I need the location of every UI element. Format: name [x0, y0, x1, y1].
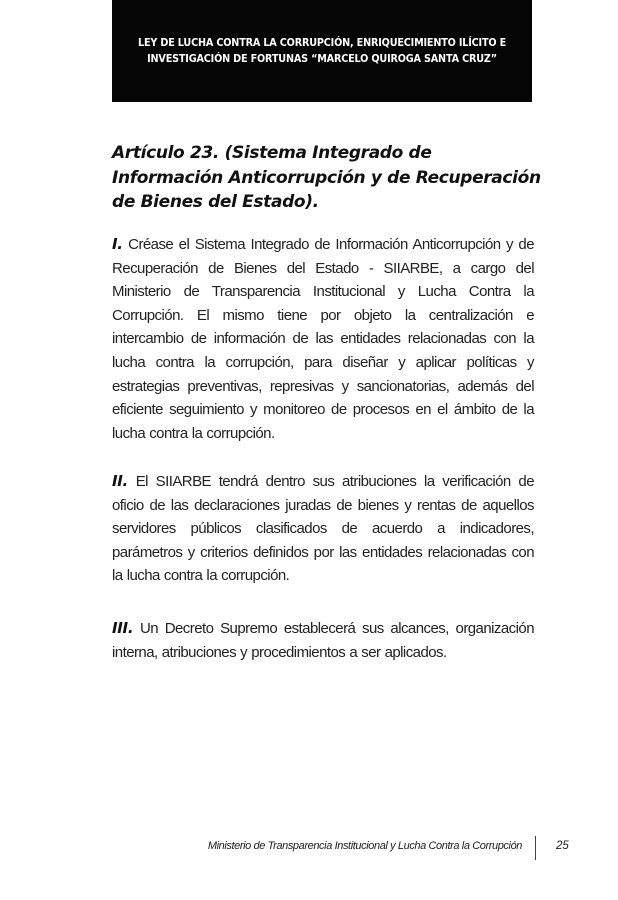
- paragraph-i: [112, 233, 534, 445]
- paragraph-iii-numeral: III.: [112, 619, 134, 637]
- paragraph-i-text: Créase el Sistema Integrado de Información Anticorrupción y de Recuperación de Bienes del Estado - SIIARBE, a cargo del Ministerio de Transparencia Institucional y Lucha Contra la Corrupción. El mismo tiene por objeto la centralización e intercambio de información de las entidades relacionadas con la lucha contra la corrupción, para diseñar y aplicar políticas y estrategias preventivas, represivas y sancionatorias, además del eficiente seguimiento y monitoreo de procesos en el ámbito de la lucha contra la corrupción.: [112, 236, 534, 442]
- page-footer: [0, 836, 618, 860]
- page-number: 25: [556, 840, 569, 852]
- footer-divider: [535, 836, 536, 860]
- footer-caption: Ministerio de Transparencia Institucional y Lucha Contra la Corrupción: [207, 840, 522, 852]
- paragraph-ii: [112, 470, 534, 588]
- paragraph-ii-numeral: II.: [112, 472, 128, 490]
- paragraph-ii-text: El SIIARBE tendrá dentro sus atribuciones la verificación de oficio de las declaraciones juradas de bienes y rentas de aquellos servidores públicos clasificados de acuerdo a indicadores, parámetros y criterios definidos por las entidades relacionadas con la lucha contra la corrupción.: [112, 473, 534, 585]
- paragraph-iii: [112, 617, 534, 664]
- paragraph-i-numeral: I.: [112, 235, 123, 253]
- paragraph-iii-text: Un Decreto Supremo establecerá sus alcances, organización interna, atribuciones y procedimientos a ser aplicados.: [112, 620, 534, 661]
- header-title: [129, 35, 515, 67]
- header-title-line-1: LEY DE LUCHA CONTRA LA CORRUPCIÓN, ENRIQUECIMIENTO ILÍCITO E: [138, 37, 506, 49]
- header-title-line-2: INVESTIGACIÓN DE FORTUNAS “MARCELO QUIROGA SANTA CRUZ”: [147, 53, 497, 65]
- article-title: Artículo 23. (Sistema Integrado de Información Anticorrupción y de Recuperación de Bienes del Estado).: [112, 143, 541, 212]
- header-band: [112, 0, 532, 102]
